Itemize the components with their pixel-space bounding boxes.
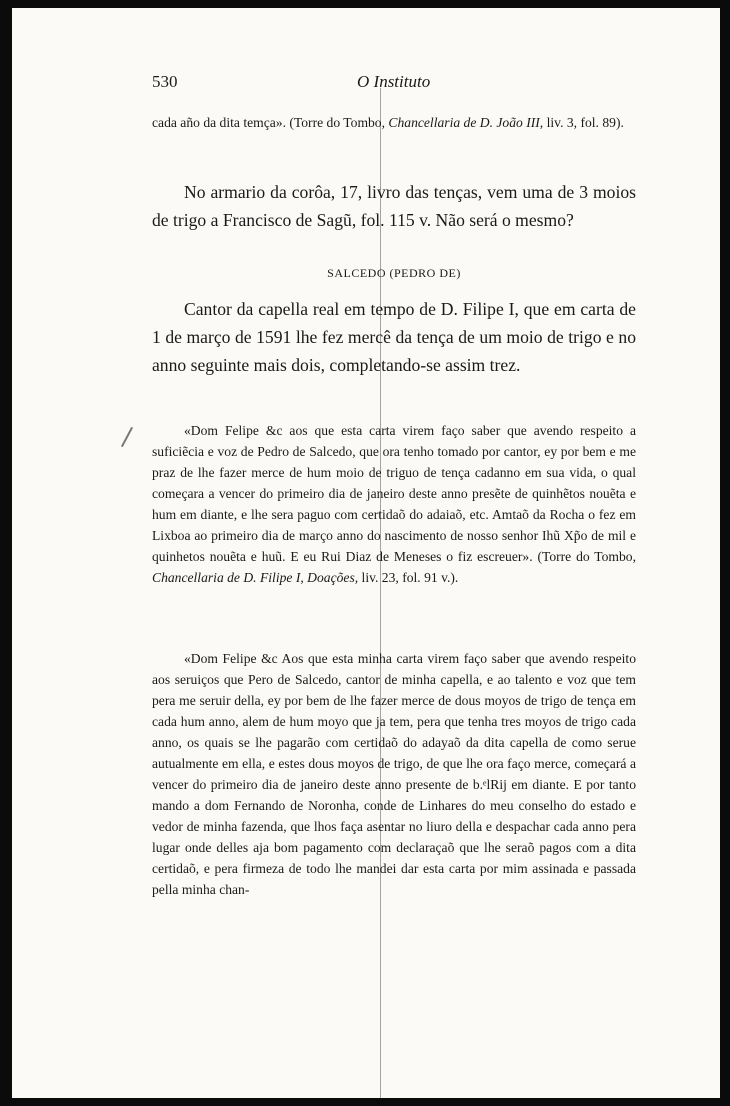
section-heading: SALCEDO (PEDRO DE): [327, 266, 461, 280]
top-citation-text: cada año da dita temça». (Torre do Tombo,: [152, 115, 389, 130]
page-header: [152, 72, 632, 94]
intro-paragraph-text: Cantor da capella real em tempo de D. Filipe I, que em carta de 1 de março de 1591 lhe fez mercê da tença de um moio de trigo e no anno seguinte mais dois, completando-se assim trez.: [152, 299, 636, 375]
quote-2: [152, 648, 636, 900]
top-citation-source: Chancellaria de D. João III,: [388, 115, 544, 130]
margin-pencil-mark: [121, 427, 133, 447]
page-fold-line: [380, 88, 381, 1098]
quote-1-source: Chancellaria de D. Filipe I, Doações,: [152, 570, 359, 585]
quote-1-tail: liv. 23, fol. 91 v.).: [358, 570, 459, 585]
armario-paragraph-text: No armario da corôa, 17, livro das tenças, vem uma de 3 moios de trigo a Francisco de Sagũ, fol. 115 v. Não será o mesmo?: [152, 182, 636, 230]
top-citation-tail: liv. 3, fol. 89).: [543, 115, 624, 130]
quote-1-text: «Dom Felipe &c aos que esta carta virem faço saber que avendo respeito a suficiẽcia e voz de Pedro de Salcedo, que ora tenho tomado por cantor, ey por bem e me praz de lhe fazer merce de hum moio de triguo de tença cadanno em sua vida, o qual começara a vencer do primeiro dia de janeiro deste anno presẽte de quinhẽtos nouẽta e hum em diante, e lhe sera paguo com certidaõ do adaiaõ, etc. Amtaõ da Rocha o fez em Lixboa ao primeiro dia de março anno do nascimento de nosso senhor Ihũ Xp̃o de mil e quinhetos nouẽta e huũ. E eu Rui Diaz de Meneses o fiz escreuer». (Torre do Tombo,: [152, 423, 636, 564]
quote-1: [152, 420, 636, 588]
running-title: O Instituto: [357, 72, 431, 91]
book-page: [12, 8, 720, 1098]
page-number: 530: [152, 72, 178, 91]
intro-paragraph: [152, 295, 636, 379]
armario-paragraph: [152, 178, 636, 234]
quote-2-text: «Dom Felipe &c Aos que esta minha carta virem faço saber que avendo respeito aos seruiços que Pero de Salcedo, cantor de minha capella, e ao talento e voz que tem pera me seruir della, ey por bem de lhe fazer merce de dous moyos de trigo de tença em cada hum anno, alem de hum moyo que ja tem, pera que tenha tres moyos de trigo cada anno, os quais se lhe pagarão com certidaõ do adayaõ da dita capella de como serue autualmente em ella, e estes dous moyos de trigo, de que lhe ora faço merce, começará a vencer do primeiro dia de janeiro deste anno presente de b.ᵉlRij em diante. E por tanto mando a dom Fernando de Noronha, conde de Linhares do meu conselho do estado e vedor de minha fazenda, que lhos faça asentar no liuro della e despachar cada anno pera lugar onde delles aja bom pagamento com declaraçaõ que lhe seraõ pagos com a dita certidaõ, e pera firmeza de todo lhe mandei dar esta carta por mim assinada e passada pella minha chan-: [152, 651, 636, 897]
top-citation: [152, 112, 636, 133]
